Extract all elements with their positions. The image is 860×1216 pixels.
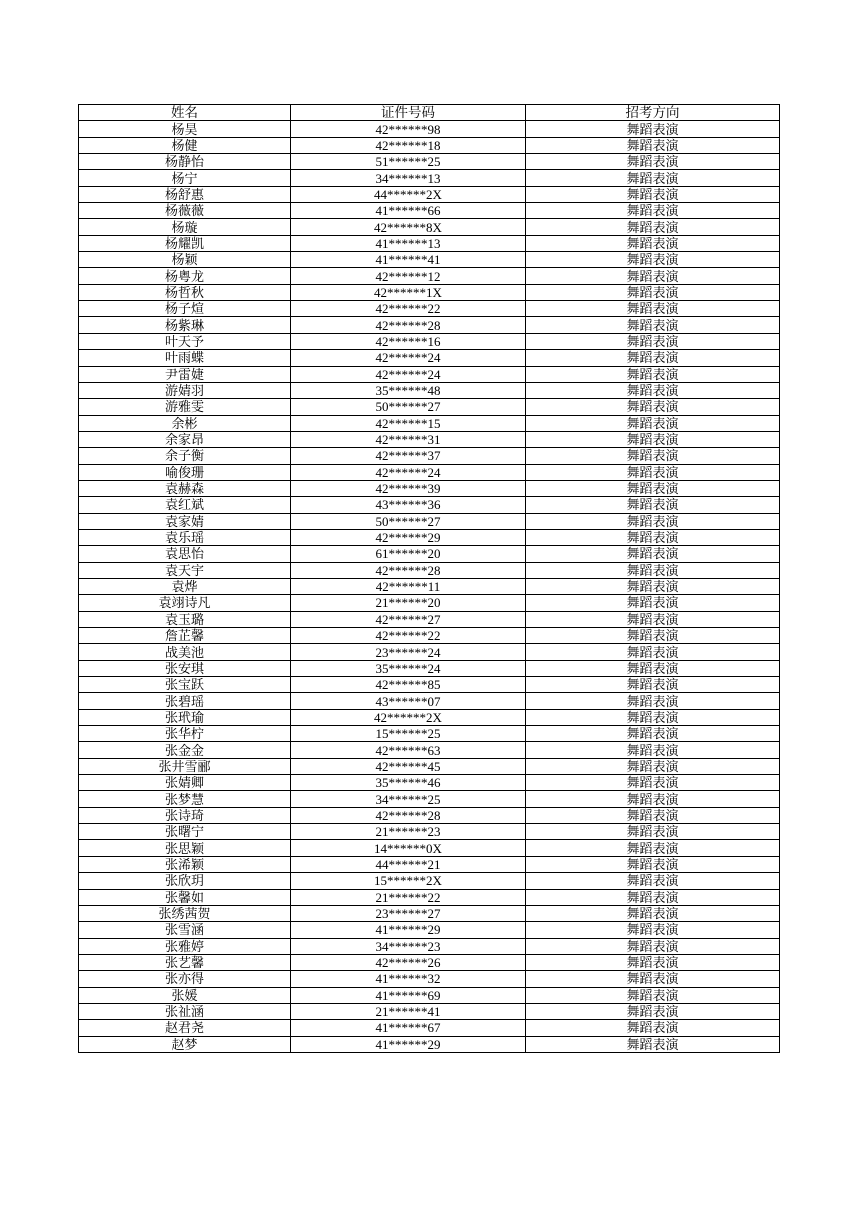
cell-id-number: 35******24	[291, 660, 526, 676]
cell-name: 袁乐瑶	[79, 529, 291, 545]
cell-name: 杨健	[79, 137, 291, 153]
cell-id-number: 42******18	[291, 137, 526, 153]
cell-name: 张媛	[79, 987, 291, 1003]
cell-name: 张玳瑜	[79, 709, 291, 725]
table-row	[79, 121, 780, 137]
table-row	[79, 824, 780, 840]
cell-direction: 舞蹈表演	[526, 497, 780, 513]
table-row	[79, 464, 780, 480]
cell-id-number: 50******27	[291, 399, 526, 415]
cell-id-number: 42******1X	[291, 284, 526, 300]
table-row	[79, 350, 780, 366]
table-header	[79, 105, 780, 121]
cell-id-number: 41******29	[291, 922, 526, 938]
cell-id-number: 44******2X	[291, 186, 526, 202]
table-row	[79, 546, 780, 562]
cell-name: 张梦慧	[79, 791, 291, 807]
cell-name: 张碧瑶	[79, 693, 291, 709]
cell-direction: 舞蹈表演	[526, 987, 780, 1003]
table-row	[79, 578, 780, 594]
table-row	[79, 448, 780, 464]
cell-id-number: 42******24	[291, 464, 526, 480]
table-row	[79, 366, 780, 382]
cell-id-number: 42******45	[291, 758, 526, 774]
table-row	[79, 333, 780, 349]
table-row	[79, 954, 780, 970]
cell-name: 杨颖	[79, 252, 291, 268]
cell-direction: 舞蹈表演	[526, 464, 780, 480]
cell-direction: 舞蹈表演	[526, 644, 780, 660]
cell-id-number: 42******22	[291, 301, 526, 317]
cell-direction: 舞蹈表演	[526, 693, 780, 709]
cell-name: 余家昂	[79, 431, 291, 447]
table-row	[79, 611, 780, 627]
cell-direction: 舞蹈表演	[526, 709, 780, 725]
cell-name: 杨静怡	[79, 154, 291, 170]
cell-direction: 舞蹈表演	[526, 807, 780, 823]
cell-name: 张婧卿	[79, 775, 291, 791]
cell-name: 张曙宁	[79, 824, 291, 840]
cell-name: 杨哲秋	[79, 284, 291, 300]
cell-id-number: 42******22	[291, 628, 526, 644]
cell-name: 喻俊珊	[79, 464, 291, 480]
cell-direction: 舞蹈表演	[526, 333, 780, 349]
table-row	[79, 431, 780, 447]
cell-id-number: 42******16	[291, 333, 526, 349]
cell-id-number: 42******2X	[291, 709, 526, 725]
cell-name: 詹芷馨	[79, 628, 291, 644]
table-row	[79, 644, 780, 660]
table-row	[79, 186, 780, 202]
table-row	[79, 497, 780, 513]
cell-id-number: 42******98	[291, 121, 526, 137]
cell-id-number: 42******63	[291, 742, 526, 758]
cell-name: 张宝跃	[79, 677, 291, 693]
cell-direction: 舞蹈表演	[526, 219, 780, 235]
cell-name: 赵君尧	[79, 1020, 291, 1036]
cell-name: 叶雨蝶	[79, 350, 291, 366]
table-row	[79, 693, 780, 709]
cell-id-number: 21******20	[291, 595, 526, 611]
cell-name: 张诗琦	[79, 807, 291, 823]
cell-id-number: 42******26	[291, 954, 526, 970]
cell-id-number: 42******11	[291, 578, 526, 594]
cell-id-number: 21******22	[291, 889, 526, 905]
cell-id-number: 23******27	[291, 905, 526, 921]
cell-name: 杨子煊	[79, 301, 291, 317]
cell-direction: 舞蹈表演	[526, 1003, 780, 1019]
cell-direction: 舞蹈表演	[526, 660, 780, 676]
cell-name: 余子衡	[79, 448, 291, 464]
table-row	[79, 252, 780, 268]
table-row	[79, 513, 780, 529]
cell-id-number: 41******69	[291, 987, 526, 1003]
cell-name: 余彬	[79, 415, 291, 431]
header-id-number: 证件号码	[291, 105, 526, 121]
cell-id-number: 43******07	[291, 693, 526, 709]
cell-direction: 舞蹈表演	[526, 1020, 780, 1036]
cell-direction: 舞蹈表演	[526, 284, 780, 300]
cell-name: 张祉涵	[79, 1003, 291, 1019]
cell-name: 杨舒惠	[79, 186, 291, 202]
table-row	[79, 1020, 780, 1036]
cell-id-number: 42******15	[291, 415, 526, 431]
cell-direction: 舞蹈表演	[526, 203, 780, 219]
cell-direction: 舞蹈表演	[526, 415, 780, 431]
table-row	[79, 905, 780, 921]
cell-direction: 舞蹈表演	[526, 235, 780, 251]
cell-id-number: 41******66	[291, 203, 526, 219]
cell-name: 张亦得	[79, 971, 291, 987]
cell-name: 杨薇薇	[79, 203, 291, 219]
cell-id-number: 42******28	[291, 317, 526, 333]
cell-direction: 舞蹈表演	[526, 513, 780, 529]
table-row	[79, 284, 780, 300]
table-row	[79, 677, 780, 693]
cell-direction: 舞蹈表演	[526, 628, 780, 644]
cell-id-number: 41******67	[291, 1020, 526, 1036]
cell-direction: 舞蹈表演	[526, 840, 780, 856]
cell-name: 游雅雯	[79, 399, 291, 415]
cell-id-number: 15******25	[291, 726, 526, 742]
table-row	[79, 791, 780, 807]
cell-direction: 舞蹈表演	[526, 1036, 780, 1052]
cell-name: 袁烨	[79, 578, 291, 594]
cell-direction: 舞蹈表演	[526, 611, 780, 627]
cell-direction: 舞蹈表演	[526, 595, 780, 611]
cell-id-number: 42******24	[291, 366, 526, 382]
cell-id-number: 42******29	[291, 529, 526, 545]
cell-direction: 舞蹈表演	[526, 578, 780, 594]
cell-id-number: 14******0X	[291, 840, 526, 856]
cell-name: 袁天宇	[79, 562, 291, 578]
cell-name: 张雅婷	[79, 938, 291, 954]
cell-id-number: 42******39	[291, 480, 526, 496]
cell-direction: 舞蹈表演	[526, 186, 780, 202]
cell-direction: 舞蹈表演	[526, 775, 780, 791]
table-row	[79, 709, 780, 725]
cell-direction: 舞蹈表演	[526, 971, 780, 987]
cell-id-number: 21******23	[291, 824, 526, 840]
cell-direction: 舞蹈表演	[526, 480, 780, 496]
cell-id-number: 34******25	[291, 791, 526, 807]
candidate-table	[78, 104, 780, 1053]
cell-direction: 舞蹈表演	[526, 922, 780, 938]
cell-name: 袁玉璐	[79, 611, 291, 627]
table-row	[79, 170, 780, 186]
cell-name: 杨粤龙	[79, 268, 291, 284]
cell-direction: 舞蹈表演	[526, 529, 780, 545]
cell-id-number: 42******27	[291, 611, 526, 627]
cell-id-number: 43******36	[291, 497, 526, 513]
cell-direction: 舞蹈表演	[526, 742, 780, 758]
cell-direction: 舞蹈表演	[526, 677, 780, 693]
cell-name: 张安琪	[79, 660, 291, 676]
cell-direction: 舞蹈表演	[526, 562, 780, 578]
cell-name: 杨耀凯	[79, 235, 291, 251]
table-row	[79, 1003, 780, 1019]
cell-direction: 舞蹈表演	[526, 301, 780, 317]
cell-name: 张浠颖	[79, 856, 291, 872]
cell-direction: 舞蹈表演	[526, 938, 780, 954]
cell-direction: 舞蹈表演	[526, 317, 780, 333]
cell-direction: 舞蹈表演	[526, 873, 780, 889]
cell-id-number: 42******12	[291, 268, 526, 284]
cell-id-number: 42******28	[291, 807, 526, 823]
table-row	[79, 922, 780, 938]
table-row	[79, 137, 780, 153]
cell-name: 张艺馨	[79, 954, 291, 970]
cell-id-number: 42******28	[291, 562, 526, 578]
table-row	[79, 595, 780, 611]
cell-direction: 舞蹈表演	[526, 448, 780, 464]
cell-name: 尹雷婕	[79, 366, 291, 382]
roster-sheet	[78, 104, 779, 1053]
cell-name: 赵梦	[79, 1036, 291, 1052]
cell-name: 战美池	[79, 644, 291, 660]
cell-direction: 舞蹈表演	[526, 726, 780, 742]
table-row	[79, 235, 780, 251]
cell-direction: 舞蹈表演	[526, 382, 780, 398]
table-row	[79, 726, 780, 742]
cell-id-number: 42******31	[291, 431, 526, 447]
cell-id-number: 51******25	[291, 154, 526, 170]
cell-name: 袁赫森	[79, 480, 291, 496]
cell-direction: 舞蹈表演	[526, 905, 780, 921]
table-row	[79, 742, 780, 758]
cell-id-number: 41******32	[291, 971, 526, 987]
cell-direction: 舞蹈表演	[526, 954, 780, 970]
cell-id-number: 44******21	[291, 856, 526, 872]
cell-name: 张绣茜贺	[79, 905, 291, 921]
table-body	[79, 121, 780, 1053]
cell-direction: 舞蹈表演	[526, 546, 780, 562]
cell-name: 叶天予	[79, 333, 291, 349]
cell-id-number: 42******8X	[291, 219, 526, 235]
cell-id-number: 50******27	[291, 513, 526, 529]
cell-name: 张雪涵	[79, 922, 291, 938]
table-row	[79, 660, 780, 676]
table-row	[79, 317, 780, 333]
cell-id-number: 15******2X	[291, 873, 526, 889]
cell-name: 杨璇	[79, 219, 291, 235]
table-row	[79, 807, 780, 823]
cell-name: 张馨如	[79, 889, 291, 905]
table-row	[79, 775, 780, 791]
cell-direction: 舞蹈表演	[526, 791, 780, 807]
table-row	[79, 987, 780, 1003]
table-row	[79, 268, 780, 284]
cell-id-number: 34******13	[291, 170, 526, 186]
cell-id-number: 35******48	[291, 382, 526, 398]
cell-name: 张井雪郦	[79, 758, 291, 774]
header-name: 姓名	[79, 105, 291, 121]
cell-direction: 舞蹈表演	[526, 889, 780, 905]
table-row	[79, 873, 780, 889]
cell-direction: 舞蹈表演	[526, 137, 780, 153]
cell-name: 张欣玥	[79, 873, 291, 889]
table-row	[79, 840, 780, 856]
table-row	[79, 628, 780, 644]
cell-name: 杨紫琳	[79, 317, 291, 333]
table-row	[79, 382, 780, 398]
header-row	[79, 105, 780, 121]
cell-id-number: 42******37	[291, 448, 526, 464]
table-row	[79, 529, 780, 545]
cell-name: 袁红斌	[79, 497, 291, 513]
cell-direction: 舞蹈表演	[526, 758, 780, 774]
cell-name: 张思颖	[79, 840, 291, 856]
table-row	[79, 415, 780, 431]
cell-direction: 舞蹈表演	[526, 350, 780, 366]
table-row	[79, 758, 780, 774]
table-row	[79, 889, 780, 905]
cell-direction: 舞蹈表演	[526, 856, 780, 872]
cell-id-number: 41******29	[291, 1036, 526, 1052]
cell-direction: 舞蹈表演	[526, 170, 780, 186]
cell-direction: 舞蹈表演	[526, 366, 780, 382]
cell-direction: 舞蹈表演	[526, 252, 780, 268]
table-row	[79, 301, 780, 317]
cell-name: 张金金	[79, 742, 291, 758]
table-row	[79, 856, 780, 872]
cell-name: 张华柠	[79, 726, 291, 742]
cell-id-number: 61******20	[291, 546, 526, 562]
cell-direction: 舞蹈表演	[526, 399, 780, 415]
cell-id-number: 42******24	[291, 350, 526, 366]
cell-name: 杨昊	[79, 121, 291, 137]
table-row	[79, 938, 780, 954]
table-row	[79, 1036, 780, 1052]
table-row	[79, 480, 780, 496]
cell-direction: 舞蹈表演	[526, 154, 780, 170]
table-row	[79, 562, 780, 578]
cell-name: 游婧羽	[79, 382, 291, 398]
table-row	[79, 203, 780, 219]
cell-direction: 舞蹈表演	[526, 431, 780, 447]
cell-name: 袁翊诗凡	[79, 595, 291, 611]
cell-id-number: 42******85	[291, 677, 526, 693]
cell-id-number: 35******46	[291, 775, 526, 791]
cell-id-number: 34******23	[291, 938, 526, 954]
cell-id-number: 41******41	[291, 252, 526, 268]
table-row	[79, 399, 780, 415]
header-direction: 招考方向	[526, 105, 780, 121]
cell-id-number: 23******24	[291, 644, 526, 660]
table-row	[79, 219, 780, 235]
cell-direction: 舞蹈表演	[526, 121, 780, 137]
cell-id-number: 41******13	[291, 235, 526, 251]
cell-direction: 舞蹈表演	[526, 268, 780, 284]
cell-name: 袁思怡	[79, 546, 291, 562]
cell-name: 杨宁	[79, 170, 291, 186]
cell-id-number: 21******41	[291, 1003, 526, 1019]
table-row	[79, 154, 780, 170]
cell-direction: 舞蹈表演	[526, 824, 780, 840]
table-row	[79, 971, 780, 987]
cell-name: 袁家婧	[79, 513, 291, 529]
